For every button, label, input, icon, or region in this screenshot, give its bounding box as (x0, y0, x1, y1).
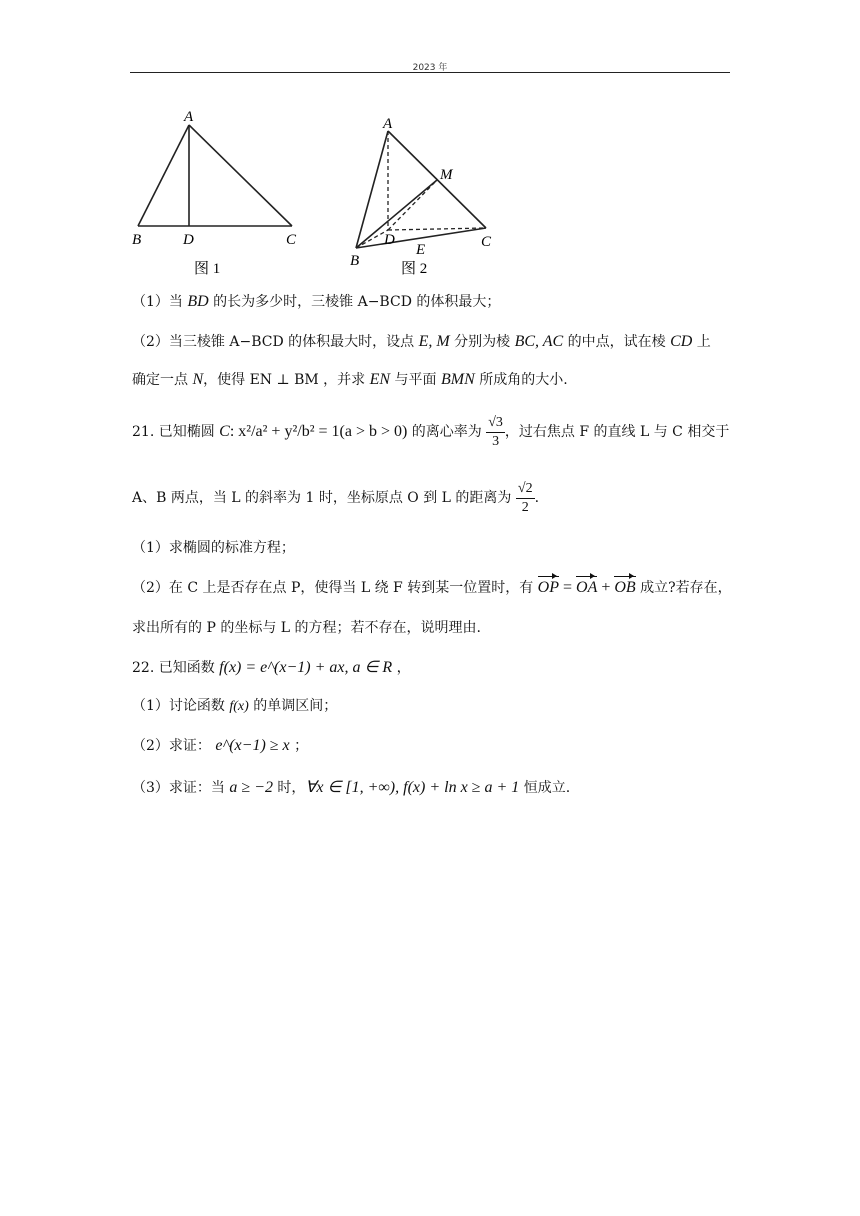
distance-fraction: $\frac{√2}{2}$ (517, 480, 533, 515)
fig2-label-a: A (383, 116, 393, 132)
fig2-label-b: B (350, 253, 360, 269)
page-header-year: 2023 年 (412, 63, 448, 73)
figure-1 (130, 105, 310, 280)
q21-line2: A、B 两点，当 L 的斜率为 1 时，坐标原点 O 到 L 的距离为 $\frac{√2}{2}$ . (132, 480, 540, 515)
header-rule (130, 72, 730, 73)
segment-bd: BD (187, 293, 209, 310)
q21-part1: （1）求椭圆的标准方程； (132, 540, 295, 556)
fig2-label-m: M (440, 167, 453, 183)
q21-part2-line1: （2）在 C 上是否存在点 P，使得当 L 绕 F 转到某一位置时，有 OP = OA + OB 成立?若存在， (132, 579, 732, 596)
fig2-label-e: E (416, 242, 426, 258)
q22-line1: 22. 已知函数 f(x) = e^(x−1) + ax, a ∈ R ， (132, 659, 411, 676)
point-n: N (192, 371, 204, 388)
inequality-exp: e^(x−1) ≥ x (215, 737, 290, 754)
function-def: f(x) = e^(x−1) + ax, a ∈ R (219, 659, 393, 676)
q21-line1: 21. 已知椭圆 C: x²/a² + y²/b² = 1(a > b > 0) 的离心率为 $\frac{√3}{3}$ ，过右焦点 F 的直线 L 与 C 相交于 (132, 414, 730, 449)
q20-part2-line2: 确定一点 N，使得 EN ⊥ BM ，并求 EN 与平面 BMN 所成角的大小. (132, 371, 568, 388)
points-e-m: E, M (418, 333, 450, 350)
eccentricity-fraction: $\frac{√3}{3}$ (488, 414, 503, 449)
q22-part1: （1）讨论函数 f(x) 的单调区间； (132, 698, 338, 714)
figure-1-diagram (130, 105, 310, 280)
q22-part2: （2）求证： e^(x−1) ≥ x ； (132, 737, 309, 754)
fig2-caption: 图 2 (401, 261, 428, 277)
vector-op: OP (537, 579, 559, 596)
inequality-ln: ∀x ∈ [1, +∞), f(x) + ln x ≥ a + 1 (305, 779, 520, 796)
ellipse-equation: : x²/a² + y²/b² = 1(a > b > 0) (229, 423, 408, 440)
vector-oa: OA (576, 579, 598, 596)
function-f: f(x) (229, 699, 249, 714)
fig2-label-c: C (481, 234, 492, 250)
plane-bmn: BMN (441, 371, 475, 388)
q20-part1: （1）当 BD 的长为多少时，三棱锥 A−BCD 的体积最大； (132, 293, 501, 310)
q20-part2-line1: （2）当三棱锥 A−BCD 的体积最大时，设点 E, M 分别为棱 BC, AC 的中点，试在棱 CD 上 (132, 333, 711, 350)
segment-en: EN (369, 371, 391, 388)
fig1-label-d: D (183, 232, 194, 248)
condition-a: a ≥ −2 (229, 779, 273, 796)
edge-cd: CD (670, 333, 693, 350)
ellipse-c: C (219, 423, 230, 440)
edges-bc-ac: BC, AC (514, 333, 564, 350)
q21-part2-line2: 求出所有的 P 的坐标与 L 的方程；若不存在，说明理由. (132, 620, 481, 636)
figure-2-diagram (340, 105, 520, 280)
figure-2 (340, 105, 520, 280)
fig2-label-d: D (384, 232, 395, 248)
fig1-caption: 图 1 (194, 261, 221, 277)
q22-part3: （3）求证：当 a ≥ −2 时，∀x ∈ [1, +∞), f(x) + ln x ≥ a + 1 恒成立. (132, 779, 571, 796)
fig1-label-c: C (286, 232, 297, 248)
vector-ob: OB (614, 579, 636, 596)
fig1-label-a: A (184, 109, 194, 125)
fig1-label-b: B (132, 232, 142, 248)
